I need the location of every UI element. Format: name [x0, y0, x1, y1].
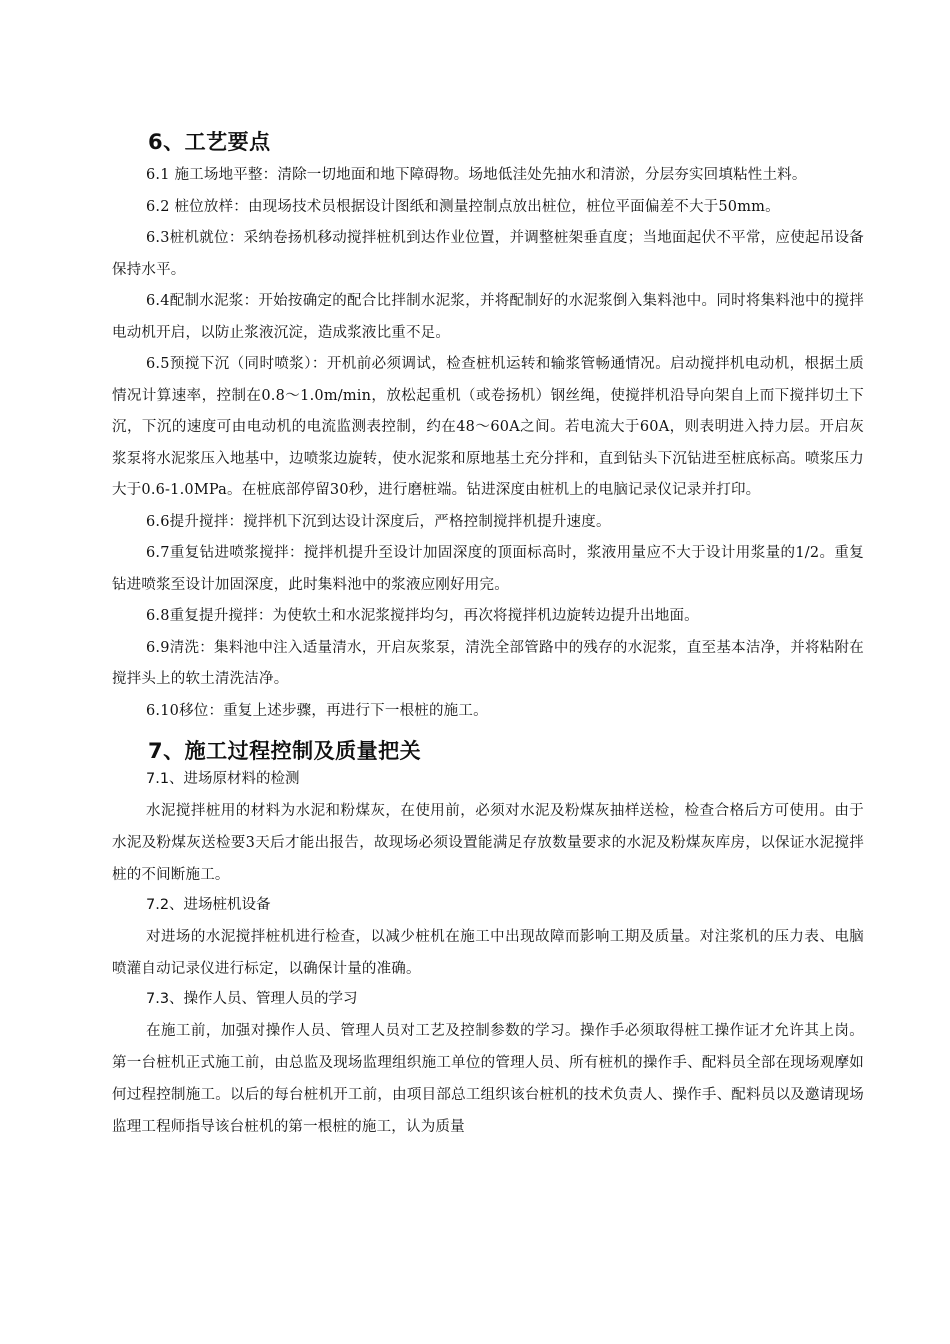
para-6-6: 6.6提升搅拌：搅拌机下沉到达设计深度后，严格控制搅拌机提升速度。 — [146, 513, 611, 530]
document-body — [112, 128, 864, 1143]
para-6-2: 6.2 桩位放样：由现场技术员根据设计图纸和测量控制点放出桩位，桩位平面偏差不大于50mm。 — [146, 198, 780, 215]
subsection-7-2-text: 对进场的水泥搅拌桩机进行检查，以减少桩机在施工中出现故障而影响工期及质量。对注浆机的压力表、电脑喷灌自动记录仪进行标定，以确保计量的准确。 — [112, 929, 864, 977]
subsection-7-3-text: 在施工前，加强对操作人员、管理人员对工艺及控制参数的学习。操作手必须取得桩工操作证才允许其上岗。第一台桩机正式施工前，由总监及现场监理组织施工单位的管理人员、所有桩机的操作手、配料员全部在现场观摩如何过程控制施工。以后的每台桩机开工前，由项目部总工组织该台桩机的技术负责人、操作手、配料员以及邀请现场监理工程师指导该台桩机的第一根桩的施工，认为质量 — [112, 1023, 864, 1135]
subsection-7-3-title: 7.3、操作人员、管理人员的学习 — [146, 991, 358, 1007]
para-6-9: 6.9清洗：集料池中注入适量清水，开启灰浆泵，清洗全部管路中的残存的水泥浆，直至基本洁净，并将粘附在搅拌头上的软土清洗洁净。 — [112, 639, 864, 687]
subsection-7-1-title: 7.1、进场原材料的检测 — [146, 771, 300, 787]
para-6-10: 6.10移位：重复上述步骤，再进行下一根桩的施工。 — [146, 702, 488, 719]
para-6-7: 6.7重复钻进喷浆搅拌：搅拌机提升至设计加固深度的顶面标高时，浆液用量应不大于设计用浆量的1/2。重复钻进喷浆至设计加固深度，此时集料池中的浆液应刚好用完。 — [112, 545, 864, 593]
para-6-5: 6.5预搅下沉（同时喷浆）：开机前必须调试，检查桩机运转和输浆管畅通情况。启动搅拌机电动机，根据土质情况计算速率，控制在0.8～1.0m/min，放松起重机（或卷扬机）钢丝绳，使搅拌机沿导向架自上而下搅拌切土下沉，下沉的速度可由电动机的电流监测表控制，约在48～60A之间。若电流大于60A，则表明进入持力层。开启灰浆泵将水泥浆压入地基中，边喷浆边旋转，使水泥浆和原地基土充分拌和，直到钻头下沉钻进至桩底标高。喷浆压力大于0.6-1.0MPa。在桩底部停留30秒，进行磨桩端。钻进深度由桩机上的电脑记录仪记录并打印。 — [112, 356, 864, 498]
subsection-7-1-text: 水泥搅拌桩用的材料为水泥和粉煤灰，在使用前，必须对水泥及粉煤灰抽样送检，检查合格后方可使用。由于水泥及粉煤灰送检要3天后才能出报告，故现场必须设置能满足存放数量要求的水泥及粉煤灰库房，以保证水泥搅拌桩的不间断施工。 — [112, 803, 864, 883]
para-6-4: 6.4配制水泥浆：开始按确定的配合比拌制水泥浆，并将配制好的水泥浆倒入集料池中。同时将集料池中的搅拌电动机开启，以防止浆液沉淀，造成浆液比重不足。 — [112, 293, 864, 341]
para-6-1: 6.1 施工场地平整：清除一切地面和地下障碍物。场地低洼处先抽水和清淤，分层夯实回填粘性土料。 — [146, 167, 807, 183]
para-6-3: 6.3桩机就位：采纳卷扬机移动搅拌桩机到达作业位置，并调整桩架垂直度；当地面起伏不平常，应使起吊设备保持水平。 — [112, 230, 864, 278]
subsection-7-2-title: 7.2、进场桩机设备 — [146, 897, 271, 913]
section-6-title: 6、工艺要点 — [148, 130, 271, 154]
para-6-8: 6.8重复提升搅拌：为使软土和水泥浆搅拌均匀，再次将搅拌机边旋转边提升出地面。 — [146, 608, 699, 624]
section-7-title: 7、施工过程控制及质量把关 — [148, 739, 422, 763]
